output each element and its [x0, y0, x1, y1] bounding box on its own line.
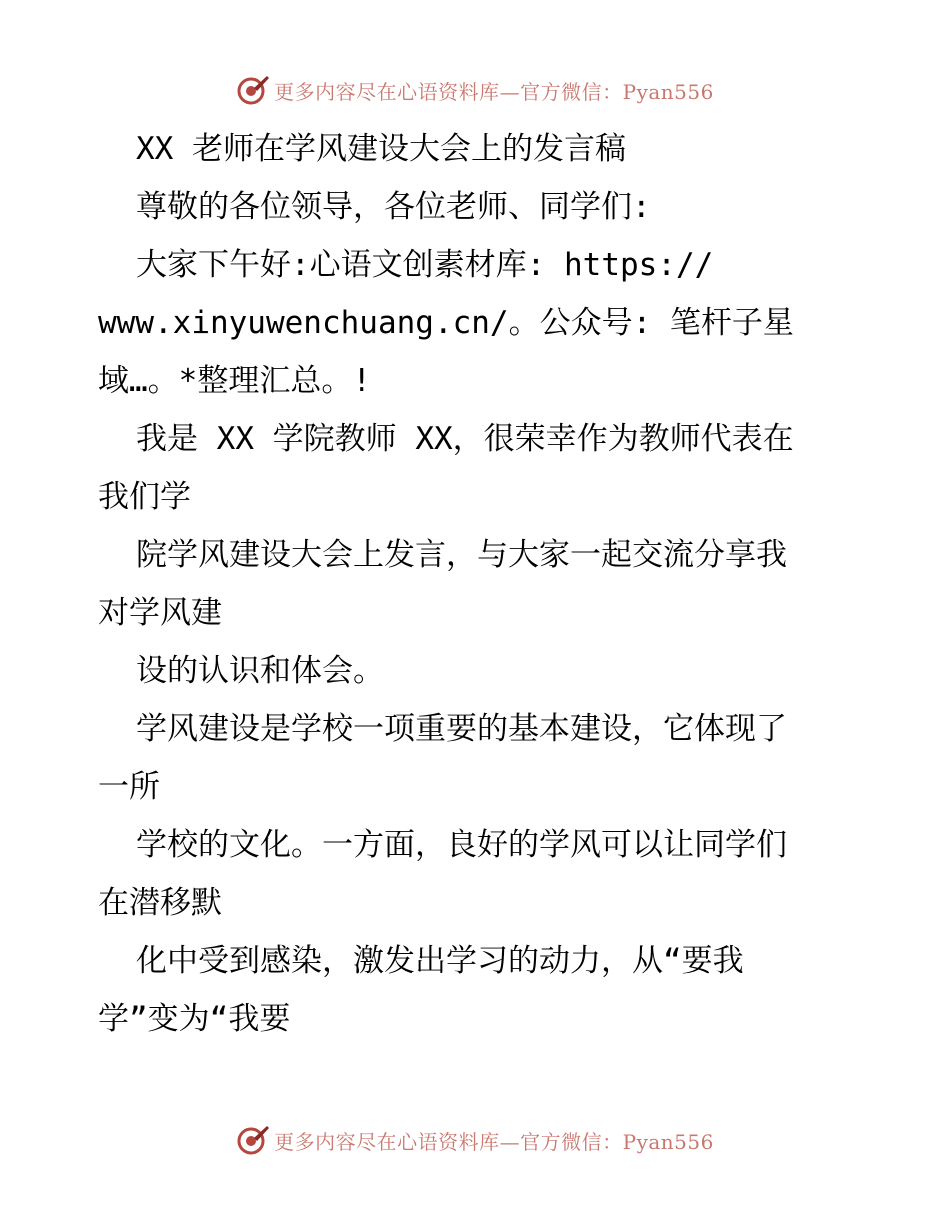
- banner-text: 更多内容尽在心语资料库—官方微信：Pyan556: [274, 1129, 714, 1154]
- text-line: 院学风建设大会上发言，与大家一起交流分享我: [136, 537, 787, 573]
- text-line: 大家下午好:心语文创素材库: https://: [136, 247, 714, 283]
- pen-logo-icon: [236, 73, 270, 107]
- text-line: 学校的文化。一方面，良好的学风可以让同学们: [136, 827, 787, 863]
- text-line: XX 老师在学风建设大会上的发言稿: [136, 131, 626, 167]
- footer-watermark-banner: [0, 1120, 950, 1160]
- text-line: 一所: [98, 769, 160, 805]
- text-line: 我们学: [98, 479, 191, 515]
- text-line: 学”变为“我要: [98, 1001, 291, 1037]
- text-line: 对学风建: [98, 595, 222, 631]
- text-line: 在潜移默: [98, 885, 222, 921]
- text-line: 域…。*整理汇总。!: [98, 363, 371, 399]
- header-watermark-banner: [0, 70, 950, 110]
- banner-text: 更多内容尽在心语资料库—官方微信：Pyan556: [274, 79, 714, 104]
- text-line: 学风建设是学校一项重要的基本建设，它体现了: [136, 711, 787, 747]
- text-line: 尊敬的各位领导，各位老师、同学们:: [136, 189, 651, 225]
- text-line: 设的认识和体会。: [136, 653, 384, 689]
- pen-logo-icon: [236, 1123, 270, 1157]
- text-line: www.xinyuwenchuang.cn/。公众号: 笔杆子星: [98, 305, 794, 341]
- text-line: 化中受到感染，激发出学习的动力，从“要我: [136, 943, 744, 979]
- text-line: 我是 XX 学院教师 XX，很荣幸作为教师代表在: [136, 421, 794, 457]
- document-body: [98, 120, 858, 1048]
